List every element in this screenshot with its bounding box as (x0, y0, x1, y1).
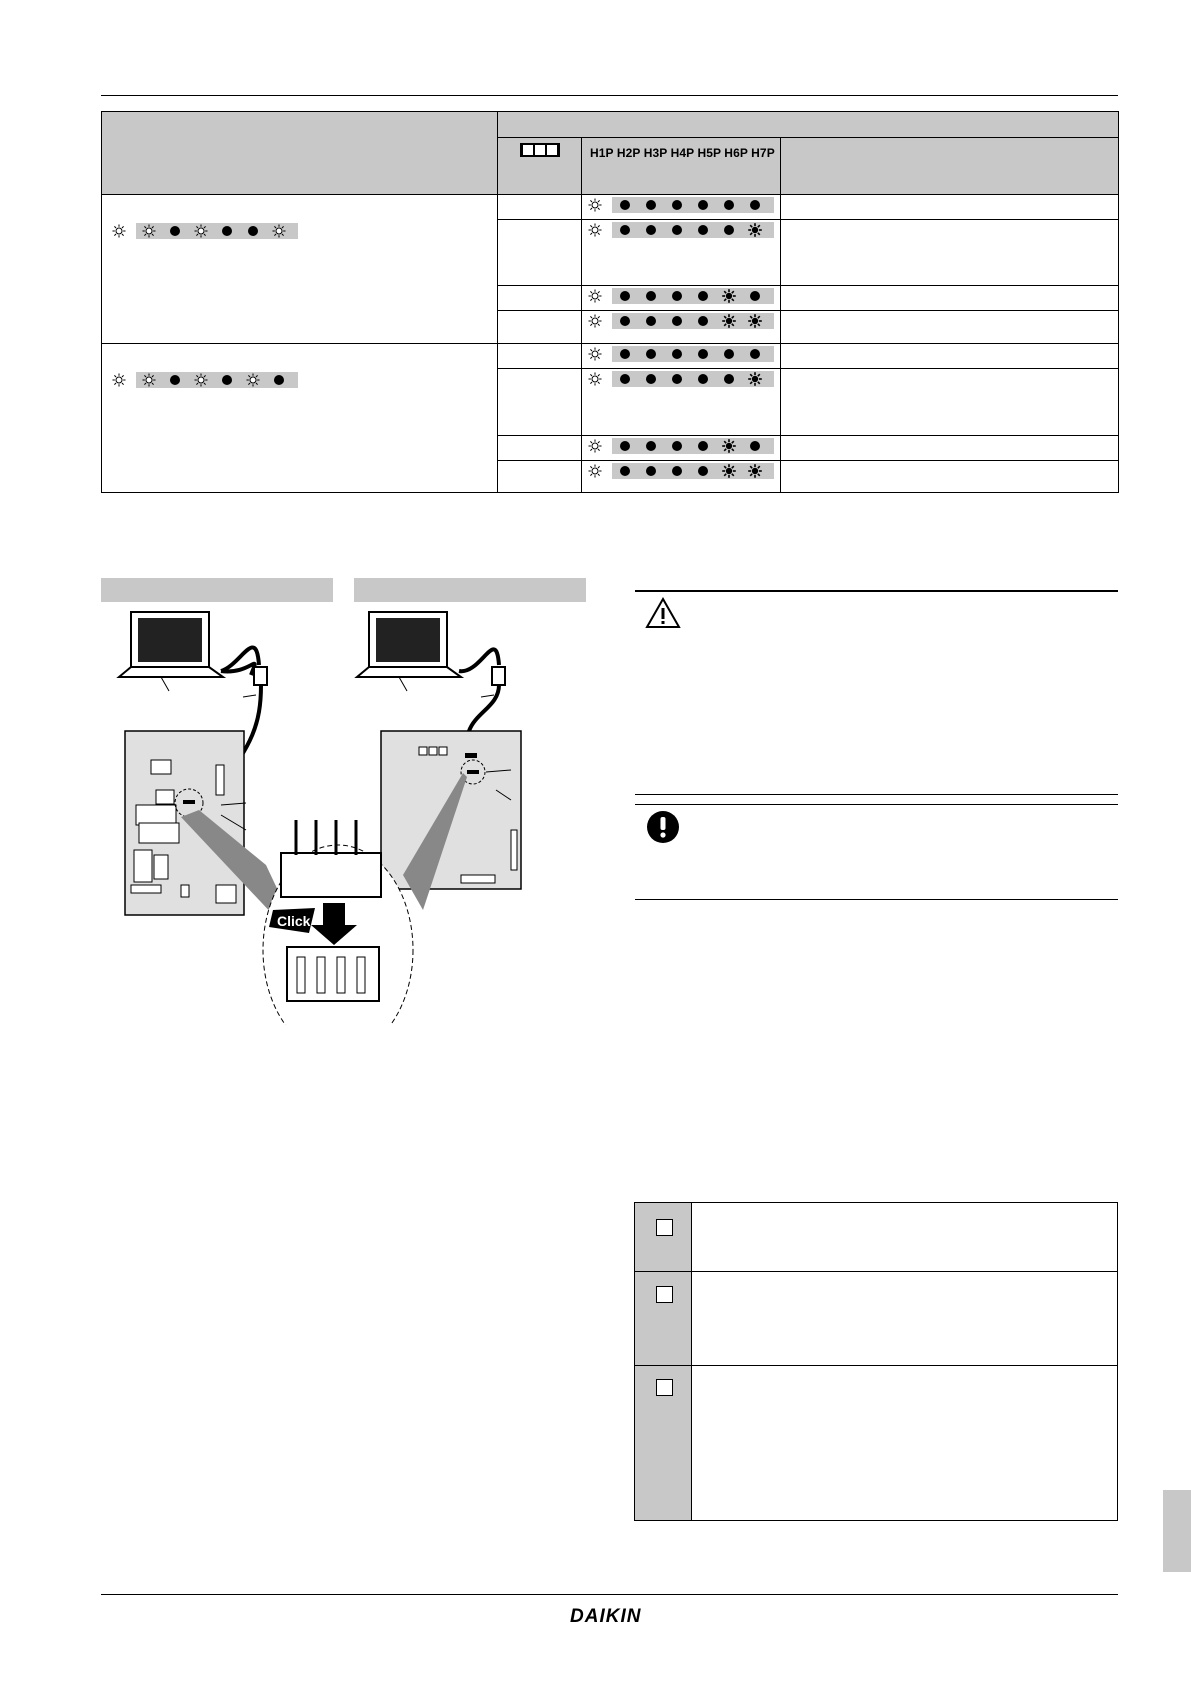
led-off-icon (618, 464, 632, 478)
led-cell (582, 461, 781, 493)
table-header-right (498, 112, 1119, 138)
led-cell (582, 311, 781, 344)
code-cell (498, 461, 582, 493)
led-on-icon (588, 314, 602, 328)
desc-cell (781, 436, 1119, 461)
code-cell (498, 369, 582, 436)
led-on-icon (112, 373, 126, 387)
led-off-icon (644, 372, 658, 386)
led-bar (612, 346, 774, 362)
led-pattern-row (582, 369, 780, 389)
led-off-icon (644, 439, 658, 453)
led-off-icon (696, 314, 710, 328)
led-blink-icon (722, 464, 736, 478)
led-off-icon (618, 439, 632, 453)
laptop-icon (357, 612, 461, 691)
led-cell (582, 369, 781, 436)
led-off-icon (748, 439, 762, 453)
led-off-icon (618, 314, 632, 328)
click-label: Click (277, 913, 311, 929)
code-cell (498, 311, 582, 344)
led-on-icon (142, 224, 156, 238)
led-bar (136, 223, 298, 239)
led-on-icon (142, 373, 156, 387)
led-off-icon (670, 314, 684, 328)
warning-top-rule (635, 590, 1118, 592)
desc-cell (781, 220, 1119, 286)
led-off-icon (696, 223, 710, 237)
led-off-icon (644, 223, 658, 237)
led-pattern-row (582, 461, 780, 481)
led-pattern-row (582, 436, 780, 456)
seven-segment-icon (520, 143, 560, 157)
checklist (634, 1202, 1118, 1521)
led-blink-icon (748, 372, 762, 386)
led-off-icon (696, 372, 710, 386)
led-off-icon (722, 223, 736, 237)
led-pattern-row (582, 344, 780, 364)
led-pattern-row (582, 195, 780, 215)
led-on-icon (588, 464, 602, 478)
warning-bottom-rule (635, 794, 1118, 795)
led-off-icon (168, 224, 182, 238)
important-top-rule (635, 804, 1118, 805)
led-off-icon (670, 198, 684, 212)
led-off-icon (644, 289, 658, 303)
led-off-icon (272, 373, 286, 387)
chapter-tab (1163, 1490, 1191, 1572)
led-cell (582, 286, 781, 311)
warning-triangle-icon (645, 597, 681, 629)
led-on-icon (272, 224, 286, 238)
led-blink-icon (748, 223, 762, 237)
led-on-icon (194, 373, 208, 387)
led-off-icon (618, 289, 632, 303)
led-off-icon (644, 347, 658, 361)
footer-rule (101, 1594, 1118, 1595)
led-blink-icon (722, 314, 736, 328)
led-status-table (101, 111, 1119, 493)
checkbox-2[interactable] (656, 1286, 673, 1303)
led-blink-icon (748, 314, 762, 328)
led-off-icon (618, 198, 632, 212)
led-off-icon (748, 289, 762, 303)
led-bar (612, 313, 774, 329)
led-on-icon (588, 223, 602, 237)
led-off-icon (670, 289, 684, 303)
led-bar (612, 463, 774, 479)
led-bar (612, 222, 774, 238)
desc-cell (781, 369, 1119, 436)
led-cell (582, 436, 781, 461)
led-blink-icon (748, 464, 762, 478)
code-cell (498, 286, 582, 311)
pcb-board-left (125, 731, 244, 915)
led-bar (612, 438, 774, 454)
led-off-icon (644, 314, 658, 328)
led-cell (582, 344, 781, 369)
led-on-icon (588, 372, 602, 386)
led-pattern-row (112, 370, 497, 390)
important-bottom-rule (635, 899, 1118, 900)
code-cell (498, 344, 582, 369)
led-bar (612, 371, 774, 387)
desc-cell (781, 461, 1119, 493)
figure-right-header (354, 578, 586, 602)
desc-cell (781, 195, 1119, 220)
led-off-icon (670, 439, 684, 453)
led-on-icon (194, 224, 208, 238)
desc-cell (781, 311, 1119, 344)
code-cell (498, 195, 582, 220)
led-off-icon (220, 224, 234, 238)
description-header (781, 138, 1119, 195)
led-off-icon (696, 347, 710, 361)
led-off-icon (670, 464, 684, 478)
led-off-icon (168, 373, 182, 387)
led-blink-icon (722, 289, 736, 303)
led-off-icon (748, 347, 762, 361)
checklist-column (635, 1203, 691, 1520)
led-labels-header (582, 138, 781, 195)
led-off-icon (644, 464, 658, 478)
code-cell (498, 436, 582, 461)
led-labels: H1P H2P H3P H4P H5P H6P H7P (590, 146, 775, 160)
daikin-logo: DAIKIN (570, 1606, 642, 1627)
important-exclamation-icon (646, 810, 680, 844)
led-off-icon (644, 198, 658, 212)
table-header-left (102, 112, 498, 195)
led-on-icon (588, 198, 602, 212)
led-off-icon (696, 289, 710, 303)
led-off-icon (748, 198, 762, 212)
led-off-icon (696, 198, 710, 212)
led-pattern-row (582, 311, 780, 331)
led-off-icon (696, 464, 710, 478)
led-on-icon (588, 289, 602, 303)
led-off-icon (722, 372, 736, 386)
group2-pattern-cell (102, 344, 498, 493)
connection-figure (101, 605, 601, 1025)
figure-left-header (101, 578, 333, 602)
led-cell (582, 195, 781, 220)
seven-segment-header (498, 138, 582, 195)
led-off-icon (618, 372, 632, 386)
group1-pattern-cell (102, 195, 498, 344)
led-bar (612, 288, 774, 304)
led-off-icon (618, 223, 632, 237)
led-bar (612, 197, 774, 213)
led-off-icon (722, 198, 736, 212)
checkbox-1[interactable] (656, 1219, 673, 1236)
led-off-icon (670, 347, 684, 361)
led-pattern-row (582, 286, 780, 306)
led-bar (136, 372, 298, 388)
led-pattern-row (112, 221, 497, 241)
led-on-icon (588, 347, 602, 361)
led-off-icon (722, 347, 736, 361)
code-cell (498, 220, 582, 286)
led-off-icon (696, 439, 710, 453)
led-on-icon (246, 373, 260, 387)
led-off-icon (220, 373, 234, 387)
header-rule (101, 95, 1118, 96)
led-off-icon (670, 372, 684, 386)
desc-cell (781, 344, 1119, 369)
led-cell (582, 220, 781, 286)
led-on-icon (112, 224, 126, 238)
led-off-icon (246, 224, 260, 238)
checkbox-3[interactable] (656, 1379, 673, 1396)
led-off-icon (618, 347, 632, 361)
desc-cell (781, 286, 1119, 311)
led-on-icon (588, 439, 602, 453)
led-blink-icon (722, 439, 736, 453)
led-pattern-row (582, 220, 780, 240)
laptop-icon (119, 612, 223, 691)
led-off-icon (670, 223, 684, 237)
